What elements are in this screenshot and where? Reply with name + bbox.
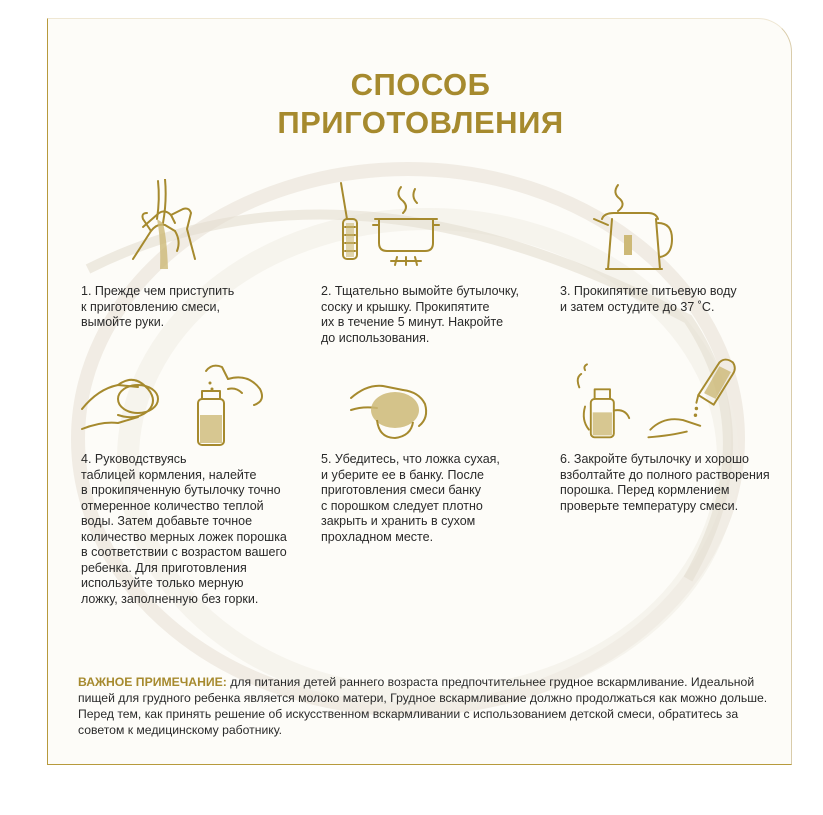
shake-bottle-icon <box>568 349 748 445</box>
step-2-text: 2. Тщательно вымойте бутылочку, соску и крышку. Прокипятите их в течение 5 минут. Накройте до использования. <box>321 284 519 345</box>
wash-hands-icon <box>113 179 223 275</box>
page-title-line-1: СПОСОБ <box>350 67 491 102</box>
page-title-line-2: ПРИГОТОВЛЕНИЯ <box>277 105 564 140</box>
step-4-text: 4. Руководствуясь таблицей кормления, налейте в прокипяченную бутылочку точно отмеренное количество теплой воды. Затем добавьте точное количество мерных ложек порошка в соответствии с возрастом вашего ребенка. Для приготовления используйте только мерную ложку, заполненную без горки. <box>81 452 287 606</box>
kettle-icon <box>578 179 688 275</box>
dry-scoop-icon <box>343 364 453 460</box>
measure-powder-icon <box>78 359 268 455</box>
step-3-text: 3. Прокипятите питьевую воду и затем остудите до 37 ˚С. <box>560 284 737 314</box>
step-6-text: 6. Закройте бутылочку и хорошо взболтайте до полного растворения порошка. Перед кормлением проверьте температуру смеси. <box>560 452 770 513</box>
important-note-title: ВАЖНОЕ ПРИМЕЧАНИЕ: <box>78 675 227 689</box>
important-note-text: для питания детей раннего возраста предпочтительнее грудное вскармливание. Идеальной пищей для грудного ребенка является молоко матери, Грудное вскармливание должно продолжаться как можно дольше. Перед тем, как принять решение об искусственном вскармливании с использованием детской смеси, обратитесь за советом к медицинскому работнику. <box>78 675 768 737</box>
sterilize-pot-icon <box>333 179 443 275</box>
important-note <box>78 674 768 738</box>
step-5-text: 5. Убедитесь, что ложка сухая, и уберите ее в банку. После приготовления смеси банку с порошком следует плотно закрыть и хранить в сухом прохладном месте. <box>321 452 500 544</box>
step-1-text: 1. Прежде чем приступить к приготовлению смеси, вымойте руки. <box>81 284 235 329</box>
instructions-card <box>47 18 792 765</box>
